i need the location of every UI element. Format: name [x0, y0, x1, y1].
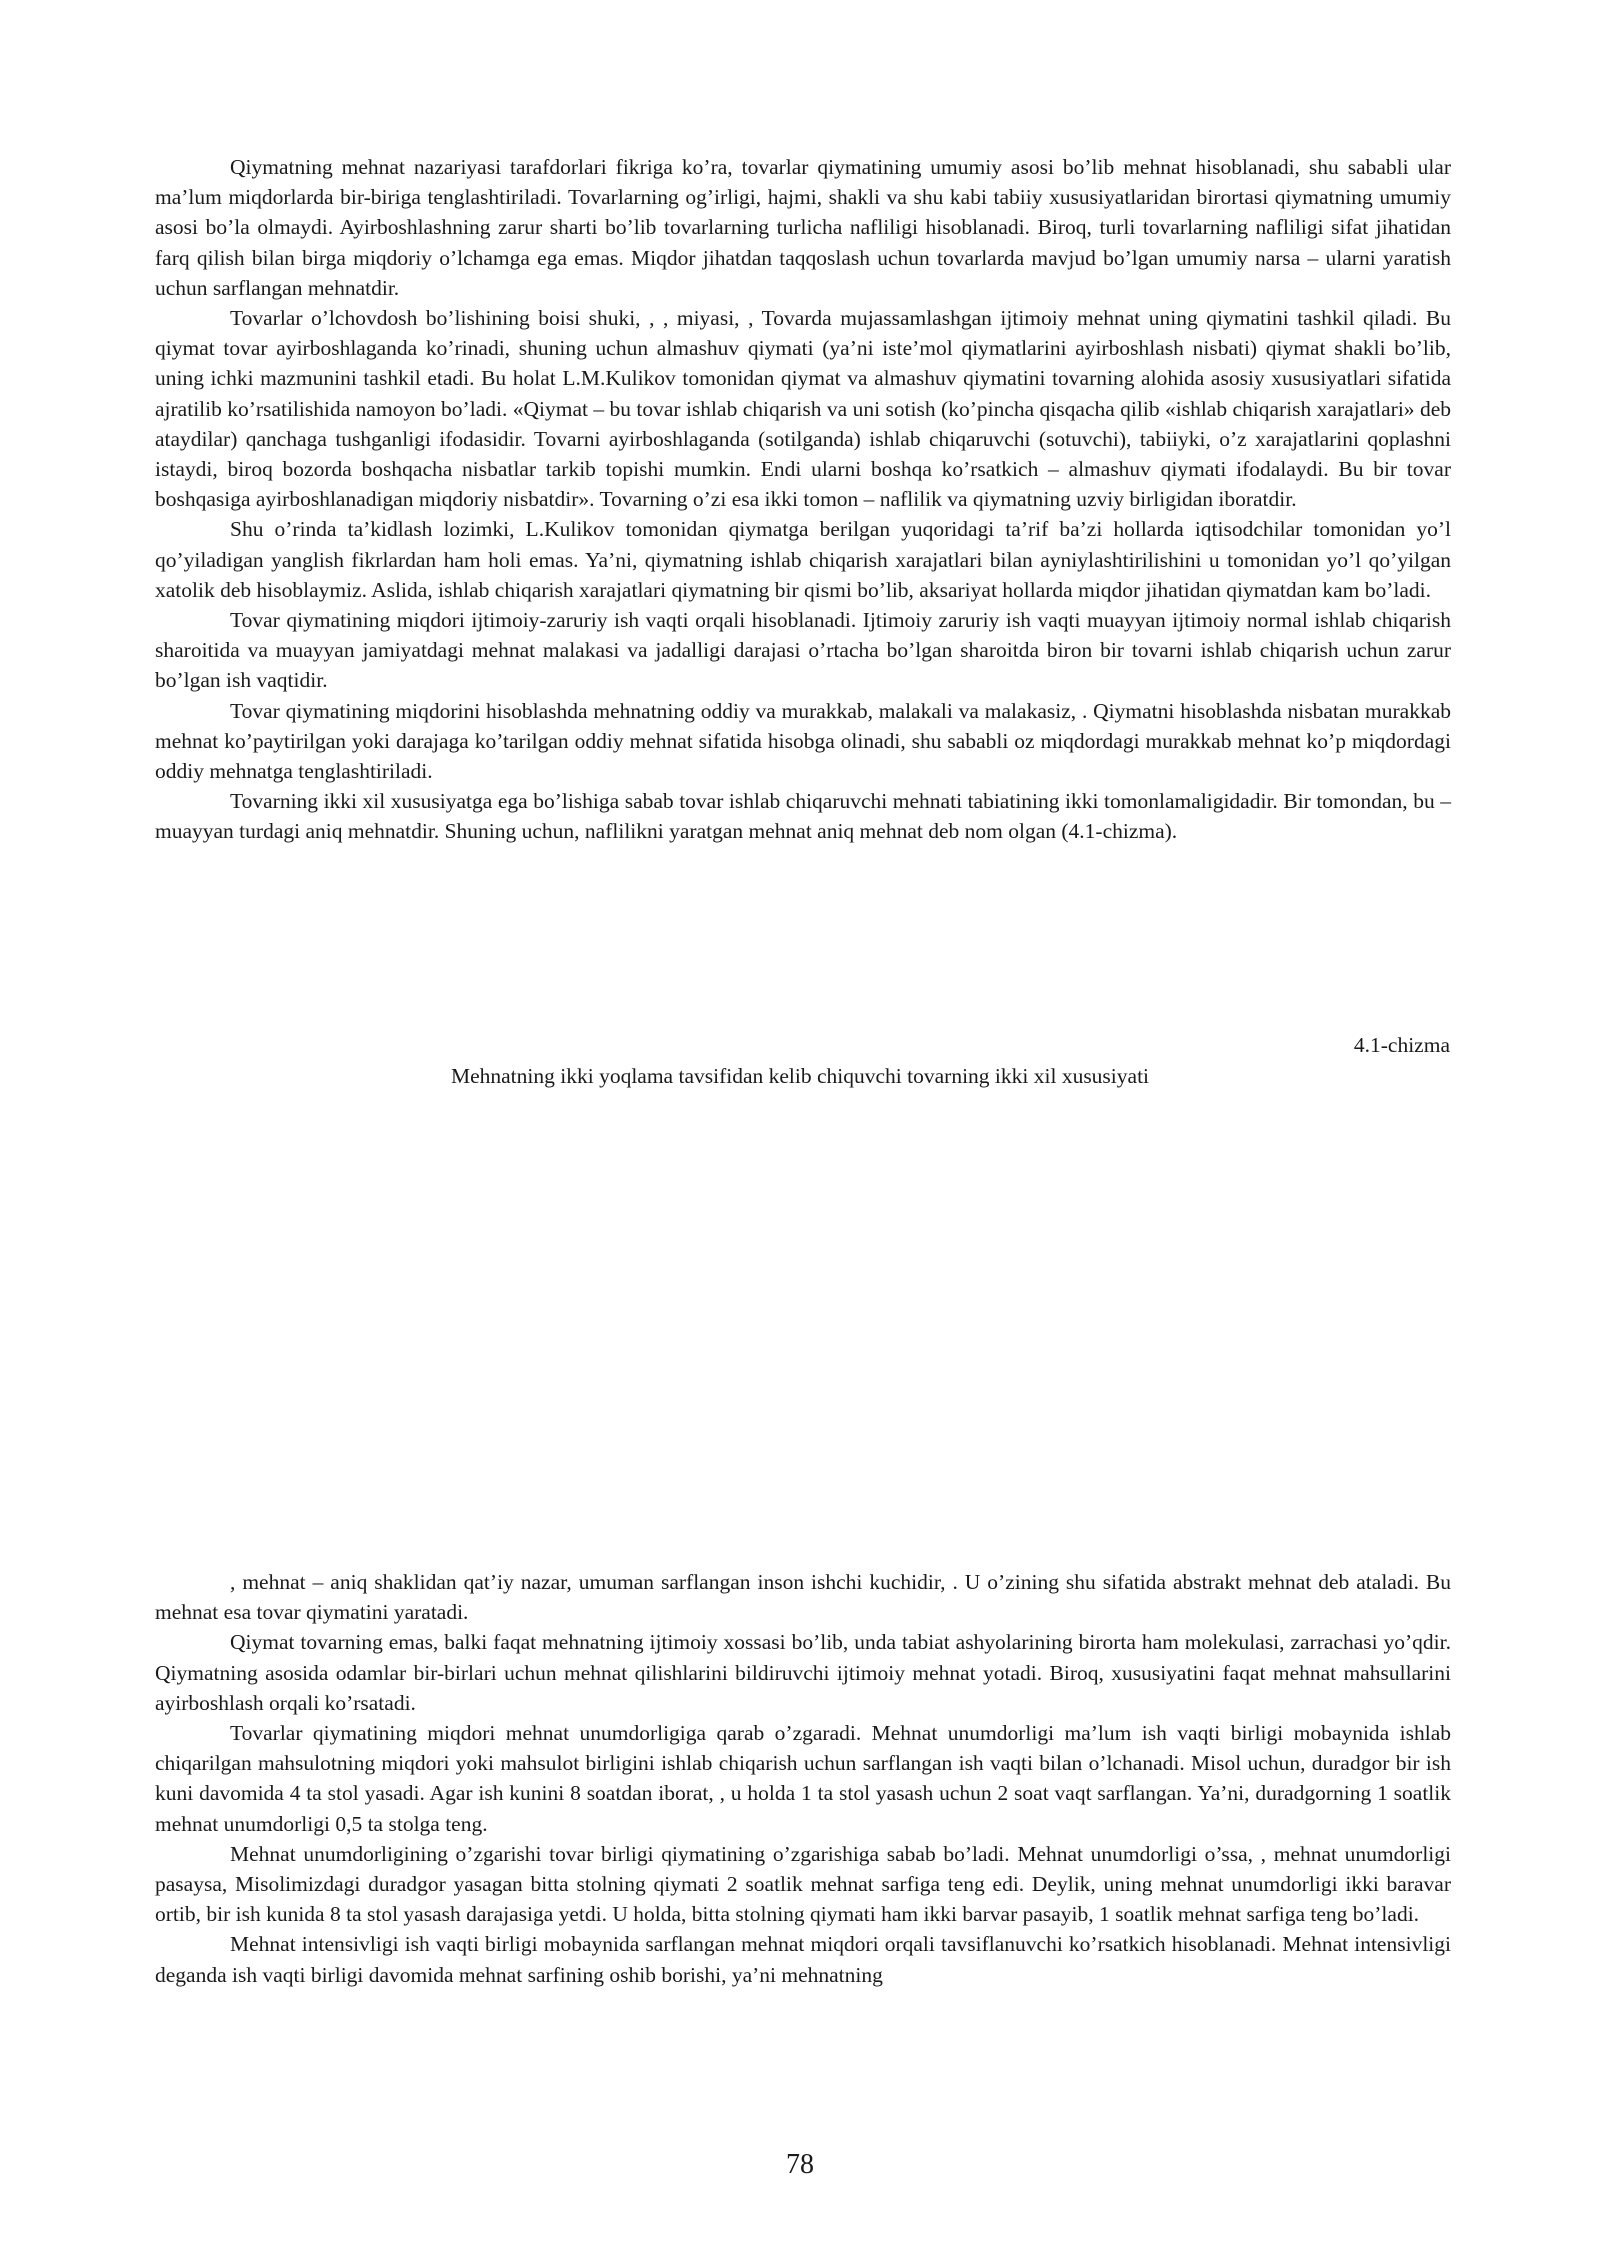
page-number: 78: [786, 2149, 814, 2180]
paragraph: Tovarning ikki xil xususiyatga ega bo’lishiga sabab tovar ishlab chiqaruvchi mehnati tabiatining ikki tomonlamaligidadir. Bir tomondan, bu – muayyan turdagi aniq mehnatdir. Shuning uchun, naflilikni yaratgan mehnat aniq mehnat deb nom olgan (4.1-chizma).: [155, 789, 1451, 844]
paragraph: Shu o’rinda ta’kidlash lozimki, L.Kulikov tomonidan qiymatga berilgan yuqoridagi ta’rif ba’zi hollarda iqtisodchilar tomonidan yo’l qo’yiladigan yanglish fikrlardan ham holi emas. Ya’ni, qiymatning ishlab chiqarish xarajatlari bilan ayniylashtirilishini u tomonidan yo’l qo’yilgan xatolik deb hisoblaymiz. Aslida, ishlab chiqarish xarajatlari qiymatning bir qismi bo’lib, aksariyat hollarda miqdor jihatidan qiymatdan kam bo’ladi.: [155, 517, 1451, 602]
figure-label: 4.1-chizma: [1353, 1033, 1450, 1057]
paragraph: Tovarlar o’lchovdosh bo’lishining boisi shuki, , , miyasi, , Tovarda mujassamlashgan ijtimoiy mehnat uning qiymatini tashkil qiladi. Bu qiymat tovar ayirboshlaganda ko’rinadi, shuning uchun almashuv qiymati (ya’ni iste’mol qiymatlarini ayirboshlash nisbati) qiymat shakli bo’lib, uning ichki mazmunini tashkil etadi. Bu holat L.M.Kulikov tomonidan qiymat va almashuv qiymatini tovarning alohida asosiy xususiyatlari sifatida ajratilib ko’rsatilishida namoyon bo’ladi. «Qiymat – bu tovar ishlab chiqarish va uni sotish (ko’pincha qisqacha qilib «ishlab chiqarish xarajatlari» deb ataydilar) qanchaga tushganligi ifodasidir. Tovarni ayirboshlaganda (sotilganda) ishlab chiqaruvchi (sotuvchi), tabiiyki, o’z xarajatlarini qoplashni istaydi, biroq bozorda boshqacha nisbatlar tarkib topishi mumkin. Endi ularni boshqa ko’rsatkich – almashuv qiymati ifodalaydi. Bu bir tovar boshqasiga ayirboshlanadigan miqdoriy nisbatdir». Tovarning o’zi esa ikki tomon – naflilik va qiymatning uzviy birligidan iboratdir.: [155, 306, 1451, 512]
body-text-bottom: [155, 1567, 1451, 1990]
figure-blank-area: [155, 1100, 1451, 1550]
paragraph: Tovar qiymatining miqdorini hisoblashda mehnatning oddiy va murakkab, malakali va malakasiz, . Qiymatni hisoblashda nisbatan murakkab mehnat ko’paytirilgan yoki darajaga ko’tarilgan oddiy mehnat sifatida hisobga olinadi, shu sababli oz miqdordagi murakkab mehnat ko’p miqdordagi oddiy mehnatga tenglashtiriladi.: [155, 698, 1451, 784]
paragraph: Qiymatning mehnat nazariyasi tarafdorlari fikriga ko’ra, tovarlar qiymatining umumiy asosi bo’lib mehnat hisoblanadi, shu sababli ular ma’lum miqdorlarda bir-biriga tenglashtiriladi. Tovarlarning og’irligi, hajmi, shakli va shu kabi tabiiy xususiyatlaridan birortasi qiymatning umumiy asosi bo’la olmaydi. Ayirboshlashning zarur sharti bo’lib tovarlarning turlicha nafliligi hisoblanadi. Biroq, turli tovarlarning nafliligi sifat jihatidan farq qilish bilan birga miqdoriy o’lchamga ega emas. Miqdor jihatdan taqqoslash uchun tovarlarda mavjud bo’lgan umumiy narsa – ularni yaratish uchun sarflangan mehnatdir.: [155, 155, 1451, 300]
body-text-top: [155, 152, 1451, 847]
paragraph: Mehnat intensivligi ish vaqti birligi mobaynida sarflangan mehnat miqdori orqali tavsiflanuvchi ko’rsatkich hisoblanadi. Mehnat intensivligi deganda ish vaqti birligi davomida mehnat sarfining oshib borishi, ya’ni mehnatning: [155, 1932, 1451, 1987]
paragraph: Tovarlar qiymatining miqdori mehnat unumdorligiga qarab o’zgaradi. Mehnat unumdorligi ma’lum ish vaqti birligi mobaynida ishlab chiqarilgan mahsulotning miqdori yoki mahsulot birligini ishlab chiqarish uchun sarflangan ish vaqti bilan o’lchanadi. Misol uchun, duradgor bir ish kuni davomida 4 ta stol yasadi. Agar ish kunini 8 soatdan iborat, , u holda 1 ta stol yasash uchun 2 soat vaqt sarflangan. Ya’ni, duradgorning 1 soatlik mehnat unumdorligi 0,5 ta stolga teng.: [155, 1721, 1451, 1836]
paragraph: Mehnat unumdorligining o’zgarishi tovar birligi qiymatining o’zgarishiga sabab bo’ladi. Mehnat unumdorligi o’ssa, , mehnat unumdorligi pasaysa, Misolimizdagi duradgor yasagan bitta stolning qiymati 2 soatlik mehnat sarfiga teng edi. Deylik, uning mehnat unumdorligi ikki baravar ortib, bir ish kunida 8 ta stol yasash darajasiga yetdi. U holda, bitta stolning qiymati ham ikki barvar pasayib, 1 soatlik mehnat sarfiga teng bo’ladi.: [155, 1841, 1451, 1927]
paragraph: Qiymat tovarning emas, balki faqat mehnatning ijtimoiy xossasi bo’lib, unda tabiat ashyolarining birorta ham molekulasi, zarrachasi yo’qdir. Qiymatning asosida odamlar bir-birlari uchun mehnat qilishlarini bildiruvchi ijtimoiy mehnat yotadi. Biroq, xususiyatini faqat mehnat mahsullarini ayirboshlash orqali ko’rsatadi.: [155, 1630, 1451, 1715]
paragraph: Tovar qiymatining miqdori ijtimoiy-zaruriy ish vaqti orqali hisoblanadi. Ijtimoiy zaruriy ish vaqti muayyan ijtimoiy normal ishlab chiqarish sharoitida va muayyan jamiyatdagi mehnat malakasi va jadalligi darajasi o’rtacha bo’lgan sharoitda biron bir tovarni ishlab chiqarish uchun zarur bo’lgan ish vaqtidir.: [155, 608, 1451, 693]
paragraph: , mehnat – aniq shaklidan qat’iy nazar, umuman sarflangan inson ishchi kuchidir, . U o’zining shu sifatida abstrakt mehnat deb ataladi. Bu mehnat esa tovar qiymatini yaratadi.: [155, 1570, 1451, 1625]
figure-caption: Mehnatning ikki yoqlama tavsifidan kelib chiquvchi tovarning ikki xil xususiyati: [450, 1064, 1150, 1088]
